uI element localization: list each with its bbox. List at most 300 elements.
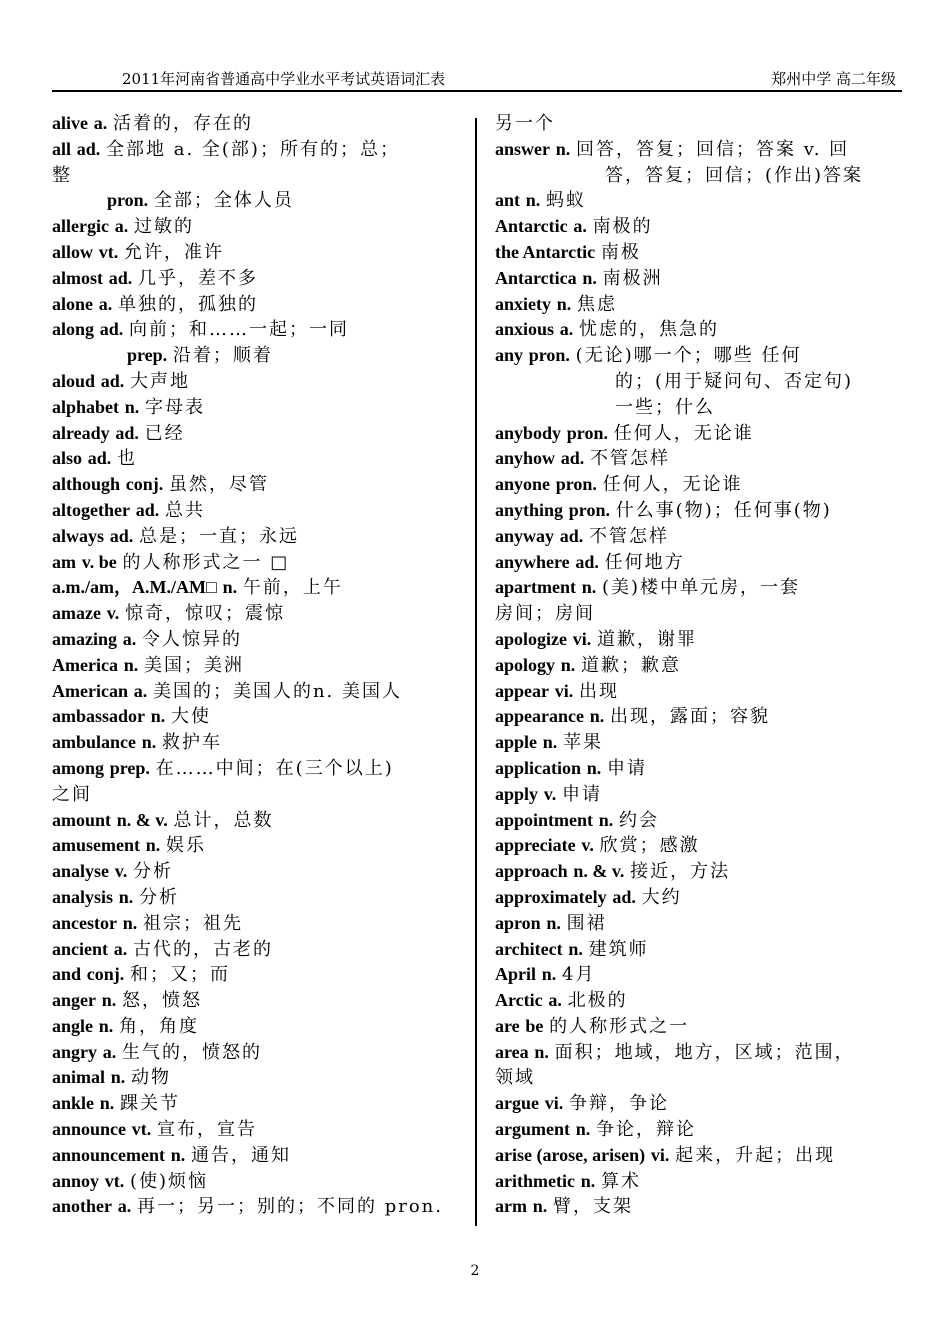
vocab-entry	[495, 1040, 903, 1066]
vocab-entry	[495, 859, 903, 885]
part-of-speech: n. & v.	[573, 861, 625, 882]
definition: 的人称形式之一	[549, 1015, 690, 1037]
part-of-speech: v.	[543, 783, 557, 804]
headword: anyone	[495, 474, 551, 495]
part-of-speech: a.	[548, 990, 562, 1011]
vocab-entry	[52, 550, 468, 576]
page-header	[52, 66, 902, 90]
definition: 回答，答复；回信；答案 v. 回	[575, 138, 850, 160]
headword: Antarctic	[495, 216, 568, 237]
headword: allow	[52, 241, 94, 262]
definition: 申请	[607, 757, 648, 779]
headword: appreciate	[495, 835, 576, 856]
vocab-entry	[495, 833, 903, 859]
vocab-entry	[52, 859, 468, 885]
left-column	[52, 111, 468, 1220]
part-of-speech: n.	[123, 654, 139, 675]
definition: 建筑师	[588, 938, 649, 960]
vocab-entry	[52, 343, 468, 369]
part-of-speech: v.	[581, 835, 594, 856]
vocab-entry	[52, 1117, 468, 1143]
headword: analysis	[52, 886, 114, 907]
right-column	[495, 111, 903, 1220]
headword: amazing	[52, 628, 117, 649]
part-of-speech: ad.	[135, 499, 160, 520]
definition: 字母表	[145, 396, 206, 418]
part-of-speech: n.	[598, 809, 614, 830]
headword: Arctic	[495, 990, 543, 1011]
vocab-entry	[495, 369, 903, 395]
definition: (使)烦恼	[130, 1170, 209, 1192]
headword: are	[495, 1015, 520, 1036]
definition: 午前，上午	[242, 577, 343, 599]
definition: 过敏的	[133, 216, 194, 238]
headword: America	[52, 654, 118, 675]
part-of-speech: n.	[101, 990, 117, 1011]
vocab-entry	[52, 653, 468, 679]
headword: American	[52, 680, 128, 701]
part-of-speech: ad.	[76, 138, 101, 159]
vocab-entry	[52, 317, 468, 343]
vocab-entry	[495, 601, 903, 627]
headword: animal	[52, 1067, 106, 1088]
vocab-entry	[52, 395, 468, 421]
headword: application	[495, 757, 582, 778]
definition: 的人称形式之一 □	[122, 551, 290, 573]
definition: 分析	[139, 886, 180, 908]
headword: answer	[495, 138, 550, 159]
part-of-speech: vi.	[650, 1144, 670, 1165]
vocab-entry	[52, 833, 468, 859]
headword: area	[495, 1041, 529, 1062]
vocab-entry	[495, 988, 903, 1014]
vocab-entry	[52, 163, 468, 189]
vocab-entry	[495, 1014, 903, 1040]
vocab-entry	[52, 730, 468, 756]
definition: 分析	[133, 861, 173, 883]
vocab-entry	[52, 498, 468, 524]
headword: another	[52, 1196, 112, 1217]
vocab-entry	[495, 962, 903, 988]
headword: approximately	[495, 886, 607, 907]
definition: 南极的	[592, 216, 653, 238]
definition: 向前；和……一起；一同	[129, 319, 349, 341]
headword: April	[495, 964, 537, 985]
definition: 之间	[52, 783, 92, 805]
part-of-speech: ad.	[559, 525, 584, 546]
definition: 领域	[495, 1067, 535, 1089]
vocab-entry	[52, 292, 468, 318]
headword: announce	[52, 1119, 127, 1140]
definition: 再一；另一；别的；不同的 pron.	[136, 1196, 443, 1218]
vocab-entry	[52, 601, 468, 627]
part-of-speech: n.	[555, 138, 571, 159]
vocab-entry	[52, 1169, 468, 1195]
headword: a.m./am，A.M./AM□	[52, 577, 217, 598]
part-of-speech: vt.	[131, 1119, 152, 1140]
definition: 活着的，存在的	[112, 113, 253, 134]
vocab-entry	[52, 266, 468, 292]
part-of-speech: n.	[534, 1041, 549, 1062]
headword: anywhere	[495, 551, 570, 572]
headword: approach	[495, 861, 568, 882]
headword: amusement	[52, 835, 140, 856]
vocab-entry	[52, 1040, 468, 1066]
part-of-speech: v.	[106, 603, 120, 624]
vocab-entry	[52, 524, 468, 550]
headword: arm	[495, 1196, 527, 1217]
page-number: 2	[470, 1263, 480, 1279]
headword: ankle	[52, 1093, 95, 1114]
headword: arithmetic	[495, 1170, 575, 1191]
definition: 踝关节	[120, 1093, 180, 1115]
headword: the Antarctic	[495, 241, 596, 262]
headword: apology	[495, 654, 556, 675]
vocab-entry	[52, 369, 468, 395]
vocab-entry	[52, 111, 468, 137]
definition: 围裙	[566, 912, 607, 934]
definition: 争论，辩论	[595, 1119, 696, 1141]
vocab-entry	[495, 1117, 903, 1143]
part-of-speech: pron.	[555, 474, 597, 495]
definition: 答，答复；回信；(作出)答案	[605, 164, 864, 186]
definition: 动物	[131, 1067, 171, 1089]
vocab-entry	[52, 988, 468, 1014]
part-of-speech: n.	[568, 938, 583, 959]
headword: ant	[495, 190, 521, 211]
part-of-speech: ad.	[99, 319, 124, 340]
definition: 另一个	[495, 113, 555, 134]
headword: anyhow	[495, 448, 556, 469]
headword: anything	[495, 499, 564, 520]
vocab-entry	[52, 885, 468, 911]
vocab-entry	[495, 808, 903, 834]
definition: 美国；美洲	[143, 654, 244, 676]
part-of-speech: n.	[532, 1196, 548, 1217]
part-of-speech: n.	[118, 886, 134, 907]
headword: analyse	[52, 861, 110, 882]
part-of-speech: n.	[580, 1170, 596, 1191]
headword: anxious	[495, 319, 555, 340]
definition: 全部；全体人员	[153, 190, 294, 212]
vocab-entry	[495, 1194, 903, 1220]
definition: 什么事(物)；任何事(物)	[615, 499, 832, 521]
headword: apply	[495, 783, 539, 804]
definition: 祖宗；祖先	[142, 912, 243, 934]
vocab-entry	[495, 292, 903, 318]
definition: 怒，愤怒	[121, 990, 202, 1012]
definition: 焦虑	[576, 293, 617, 315]
vocab-entry	[495, 1091, 903, 1117]
headword: appear	[495, 680, 549, 701]
definition: 臂，支架	[552, 1196, 633, 1218]
definition: 在……中间；在(三个以上)	[155, 757, 394, 779]
part-of-speech: ad.	[612, 886, 636, 907]
definition: 任何人，无论谁	[613, 422, 754, 444]
headword: apartment	[495, 577, 576, 598]
headword: ancient	[52, 938, 108, 959]
part-of-speech: vi.	[544, 1093, 564, 1114]
definition: 出现	[578, 680, 619, 702]
part-of-speech: ad.	[575, 551, 599, 572]
definition: 欣赏；感激	[599, 835, 700, 857]
vocab-entry	[52, 137, 468, 163]
vocab-entry	[495, 679, 903, 705]
definition: 任何人，无论谁	[602, 474, 743, 496]
headword: apologize	[495, 628, 567, 649]
part-of-speech: a.	[102, 1041, 117, 1062]
part-of-speech: ad.	[560, 448, 585, 469]
headword: and	[52, 964, 82, 985]
part-of-speech: n. & v.	[116, 809, 168, 830]
definition: 任何地方	[604, 551, 685, 573]
vocab-entry	[495, 1065, 903, 1091]
part-of-speech: vi.	[554, 680, 574, 701]
header-rule	[52, 90, 902, 92]
part-of-speech: pron.	[107, 190, 149, 211]
definition: 的；(用于疑问句、否定句)	[615, 370, 854, 392]
part-of-speech: n.	[124, 396, 140, 417]
part-of-speech: n.	[546, 912, 561, 933]
part-of-speech: conj.	[86, 964, 125, 985]
vocab-entry	[52, 1014, 468, 1040]
vocab-entry	[52, 240, 468, 266]
definition: 接近，方法	[630, 861, 731, 883]
vocab-entry	[52, 756, 468, 782]
part-of-speech: n.	[581, 577, 597, 598]
part-of-speech: n.	[525, 190, 541, 211]
part-of-speech: pron.	[528, 345, 570, 366]
vocab-entry	[52, 446, 468, 472]
headword: anger	[52, 990, 96, 1011]
part-of-speech: vi.	[572, 628, 592, 649]
vocab-entry	[52, 214, 468, 240]
headword: altogether	[52, 499, 130, 520]
part-of-speech: a.	[122, 628, 137, 649]
part-of-speech: n.	[222, 577, 238, 598]
definition: 虽然，尽管	[169, 474, 269, 496]
definition: 一些；什么	[615, 396, 715, 418]
headword: architect	[495, 938, 563, 959]
part-of-speech: n.	[122, 912, 138, 933]
part-of-speech: ad.	[108, 267, 133, 288]
part-of-speech: n.	[589, 706, 605, 727]
definition: 通告，通知	[191, 1144, 291, 1166]
headword: arise (arose, arisen)	[495, 1144, 646, 1165]
definition: 宣布，宣告	[157, 1119, 257, 1141]
part-of-speech: n.	[141, 732, 157, 753]
vocab-entry	[52, 472, 468, 498]
part-of-speech: a.	[113, 938, 128, 959]
headword: ancestor	[52, 912, 117, 933]
headword: allergic	[52, 216, 109, 237]
vocab-entry	[495, 266, 903, 292]
vocab-entry	[495, 704, 903, 730]
document-title: 2011年河南省普通高中学业水平考试英语词汇表	[122, 70, 446, 88]
part-of-speech: a.	[573, 216, 587, 237]
vocab-entry	[52, 704, 468, 730]
part-of-speech: ad.	[87, 448, 112, 469]
part-of-speech: n.	[575, 1119, 591, 1140]
part-of-speech: a.	[114, 216, 129, 237]
part-of-speech: n.	[541, 964, 557, 985]
definition: 古代的，古老的	[132, 938, 273, 960]
definition: 单独的，孤独的	[117, 293, 258, 315]
headword: also	[52, 448, 83, 469]
headword: already	[52, 422, 110, 443]
vocab-entry	[52, 575, 468, 601]
vocab-entry	[495, 343, 903, 369]
headword: angle	[52, 1015, 94, 1036]
part-of-speech: n.	[542, 732, 558, 753]
headword: anxiety	[495, 293, 551, 314]
vocab-entry	[495, 1143, 903, 1169]
vocab-entry	[52, 188, 468, 214]
definition: 算术	[600, 1170, 641, 1192]
vocab-entry	[495, 137, 903, 163]
definition: 不管怎样	[590, 448, 671, 470]
vocab-entry	[495, 111, 903, 137]
part-of-speech: n.	[98, 1015, 114, 1036]
definition: 北极的	[567, 990, 628, 1012]
headword: angry	[52, 1041, 97, 1062]
headword: all	[52, 138, 72, 159]
definition: 房间；房间	[495, 603, 595, 625]
definition: 美国的；美国人的n. 美国人	[152, 680, 402, 702]
headword: any	[495, 345, 524, 366]
definition: 不管怎样	[589, 525, 669, 547]
definition: 生气的，愤怒的	[121, 1041, 262, 1063]
definition: 申请	[562, 783, 603, 805]
column-divider	[475, 118, 477, 1226]
part-of-speech: vt.	[98, 241, 119, 262]
part-of-speech: be	[525, 1015, 544, 1036]
vocab-entry	[495, 911, 903, 937]
definition: 南极	[600, 241, 641, 263]
vocab-entry	[495, 446, 903, 472]
vocab-entry	[495, 498, 903, 524]
part-of-speech: vt.	[104, 1170, 125, 1191]
vocab-entry	[52, 937, 468, 963]
headword: amaze	[52, 603, 101, 624]
vocab-entry	[495, 188, 903, 214]
vocab-entry	[52, 627, 468, 653]
headword: alive	[52, 113, 88, 133]
headword: anyway	[495, 525, 555, 546]
vocab-entry	[495, 937, 903, 963]
definition: 争辩，争论	[568, 1093, 669, 1115]
definition: 也	[117, 448, 137, 470]
headword: am	[52, 551, 76, 572]
part-of-speech: a.	[133, 680, 148, 701]
vocab-entry	[495, 214, 903, 240]
part-of-speech: v. be	[81, 551, 117, 572]
headword: alphabet	[52, 396, 120, 417]
part-of-speech: n.	[170, 1144, 186, 1165]
headword: appointment	[495, 809, 594, 830]
part-of-speech: a.	[559, 319, 574, 340]
vocab-entry	[52, 962, 468, 988]
headword: apple	[495, 732, 538, 753]
vocab-entry	[495, 524, 903, 550]
part-of-speech: v.	[114, 861, 128, 882]
definition: 娱乐	[165, 835, 206, 857]
headword: anybody	[495, 422, 562, 443]
definition: 约会	[619, 809, 659, 831]
definition: 蚂蚁	[546, 190, 586, 212]
vocab-entry	[495, 550, 903, 576]
definition: 苹果	[563, 732, 603, 754]
vocab-entry	[495, 472, 903, 498]
definition: 总计，总数	[173, 809, 274, 831]
part-of-speech: a.	[93, 113, 108, 133]
part-of-speech: pron.	[568, 499, 610, 520]
part-of-speech: n.	[150, 706, 166, 727]
vocab-entry	[495, 1169, 903, 1195]
vocab-entry	[52, 1143, 468, 1169]
vocab-entry	[495, 575, 903, 601]
part-of-speech: prep.	[109, 757, 150, 778]
part-of-speech: n.	[110, 1067, 126, 1088]
part-of-speech: conj.	[125, 474, 164, 495]
part-of-speech: ad.	[115, 422, 139, 443]
headword: apron	[495, 912, 541, 933]
part-of-speech: ad.	[109, 525, 134, 546]
definition: 大约	[641, 886, 682, 908]
definition: 总共	[164, 499, 205, 521]
definition: 已经	[144, 422, 185, 444]
definition: 4月	[562, 964, 596, 986]
headword: argument	[495, 1119, 570, 1140]
part-of-speech: n.	[556, 293, 572, 314]
vocab-entry	[495, 421, 903, 447]
definition: 道歉，谢罪	[596, 628, 697, 650]
definition: 惊奇，惊叹；震惊	[124, 603, 285, 625]
definition: (美)楼中单元房，一套	[601, 577, 801, 599]
definition: 总是；一直；永远	[139, 525, 299, 547]
vocab-entry	[52, 679, 468, 705]
headword: almost	[52, 267, 103, 288]
definition: 救护车	[162, 732, 222, 754]
definition: (无论)哪一个；哪些 任何	[575, 345, 802, 367]
definition: 角，角度	[119, 1015, 199, 1037]
definition: 全部地 a. 全(部)；所有的；总；	[106, 138, 400, 160]
headword: always	[52, 525, 105, 546]
headword: amount	[52, 809, 112, 830]
headword: Antarctica	[495, 267, 577, 288]
definition: 令人惊异的	[141, 628, 242, 650]
vocab-entry	[52, 782, 468, 808]
definition: 整	[52, 164, 72, 186]
definition: 和；又；而	[130, 964, 230, 986]
part-of-speech: n.	[582, 267, 597, 288]
part-of-speech: n.	[99, 1093, 115, 1114]
part-of-speech: pron.	[566, 422, 608, 443]
vocab-entry	[495, 317, 903, 343]
vocab-entry	[52, 1091, 468, 1117]
definition: 南极洲	[602, 267, 663, 289]
part-of-speech: a.	[98, 293, 113, 314]
headword: ambassador	[52, 706, 146, 727]
part-of-speech: ad.	[100, 370, 125, 391]
part-of-speech: n.	[560, 654, 576, 675]
part-of-speech: a.	[117, 1196, 132, 1217]
headword: among	[52, 757, 105, 778]
vocab-entry	[495, 730, 903, 756]
headword: although	[52, 474, 121, 495]
definition: 允许，准许	[123, 241, 224, 263]
vocab-entry	[495, 395, 903, 421]
